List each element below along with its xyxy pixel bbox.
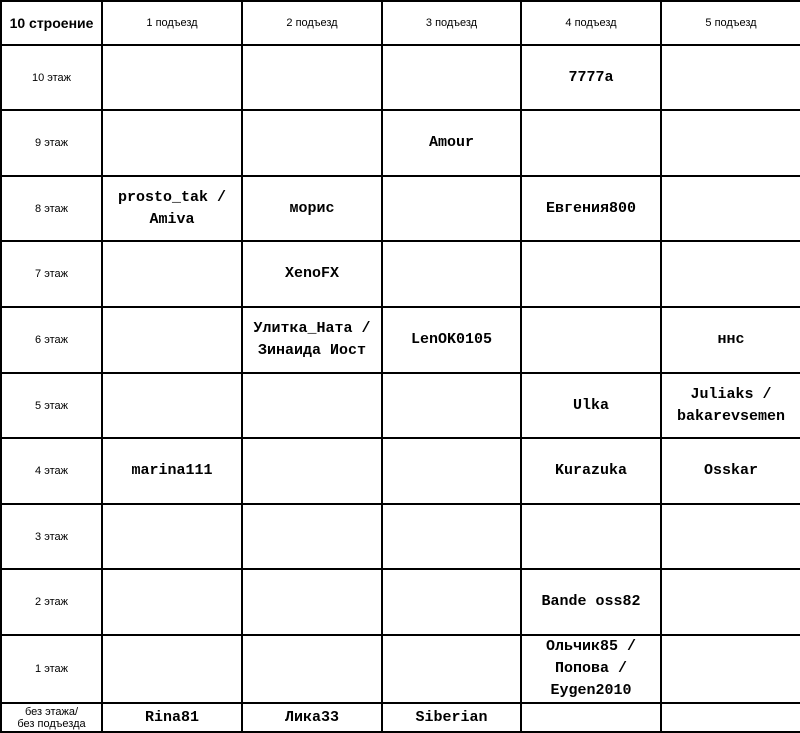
resident-cell: [242, 569, 382, 635]
resident-cell: Siberian: [382, 703, 521, 732]
floor-label: 3 этаж: [1, 504, 102, 569]
resident-cell: [242, 45, 382, 110]
column-header-entrance-2: 2 подъезд: [242, 1, 382, 45]
resident-cell: Amour: [382, 110, 521, 176]
resident-cell: [242, 438, 382, 504]
resident-cell: [102, 45, 242, 110]
resident-cell: Ulka: [521, 373, 661, 438]
resident-cell: [242, 635, 382, 703]
floor-label: 4 этаж: [1, 438, 102, 504]
floor-label: 2 этаж: [1, 569, 102, 635]
resident-cell: [102, 110, 242, 176]
resident-cell: [521, 703, 661, 732]
resident-cell: prosto_tak / Amiva: [102, 176, 242, 241]
resident-cell: [382, 373, 521, 438]
floor-row: [1, 635, 800, 703]
floor-row: [1, 504, 800, 569]
resident-cell: [661, 176, 800, 241]
resident-cell: [382, 569, 521, 635]
column-header-entrance-3: 3 подъезд: [382, 1, 521, 45]
floor-label: 5 этаж: [1, 373, 102, 438]
floor-label: 7 этаж: [1, 241, 102, 307]
floor-label: без этажа/ без подъезда: [1, 703, 102, 732]
resident-cell: [661, 110, 800, 176]
resident-cell: ннс: [661, 307, 800, 373]
resident-cell: [382, 438, 521, 504]
floor-row: [1, 569, 800, 635]
resident-cell: LenOK0105: [382, 307, 521, 373]
floor-row: [1, 438, 800, 504]
resident-cell: [661, 241, 800, 307]
floor-label: 8 этаж: [1, 176, 102, 241]
resident-cell: marina111: [102, 438, 242, 504]
floor-label: 10 этаж: [1, 45, 102, 110]
resident-cell: [242, 504, 382, 569]
resident-cell: [661, 635, 800, 703]
resident-cell: [661, 504, 800, 569]
resident-cell: морис: [242, 176, 382, 241]
resident-cell: [661, 569, 800, 635]
floor-label: 1 этаж: [1, 635, 102, 703]
floor-label: 9 этаж: [1, 110, 102, 176]
column-header-entrance-1: 1 подъезд: [102, 1, 242, 45]
floor-row: [1, 307, 800, 373]
resident-cell: [102, 635, 242, 703]
resident-cell: [382, 635, 521, 703]
resident-cell: [521, 307, 661, 373]
floor-row: [1, 241, 800, 307]
floor-label: 6 этаж: [1, 307, 102, 373]
resident-cell: XenoFX: [242, 241, 382, 307]
floor-row: [1, 110, 800, 176]
column-header-entrance-5: 5 подъезд: [661, 1, 800, 45]
resident-cell: [661, 45, 800, 110]
resident-cell: Bande oss82: [521, 569, 661, 635]
resident-cell: [102, 307, 242, 373]
resident-cell: [102, 373, 242, 438]
resident-cell: [382, 241, 521, 307]
resident-cell: Лика33: [242, 703, 382, 732]
floor-row: [1, 703, 800, 732]
resident-cell: [521, 110, 661, 176]
resident-cell: Евгения800: [521, 176, 661, 241]
resident-cell: [382, 176, 521, 241]
resident-cell: Kurazuka: [521, 438, 661, 504]
table-title: 10 строение: [1, 1, 102, 45]
resident-cell: [661, 703, 800, 732]
resident-cell: Ольчик85 / Попова / Eygen2010: [521, 635, 661, 703]
resident-cell: 7777a: [521, 45, 661, 110]
column-header-entrance-4: 4 подъезд: [521, 1, 661, 45]
resident-cell: Juliaks / bakarevsemen: [661, 373, 800, 438]
floor-row: [1, 373, 800, 438]
resident-cell: [242, 110, 382, 176]
resident-cell: [521, 241, 661, 307]
resident-cell: Улитка_Ната / Зинаида Иост: [242, 307, 382, 373]
resident-cell: Rina81: [102, 703, 242, 732]
resident-cell: [382, 504, 521, 569]
resident-cell: [242, 373, 382, 438]
resident-cell: Osskar: [661, 438, 800, 504]
resident-cell: [102, 504, 242, 569]
resident-cell: [521, 504, 661, 569]
header-row: [1, 1, 800, 45]
resident-cell: [102, 241, 242, 307]
floor-row: [1, 45, 800, 110]
resident-cell: [102, 569, 242, 635]
floor-row: [1, 176, 800, 241]
resident-cell: [382, 45, 521, 110]
